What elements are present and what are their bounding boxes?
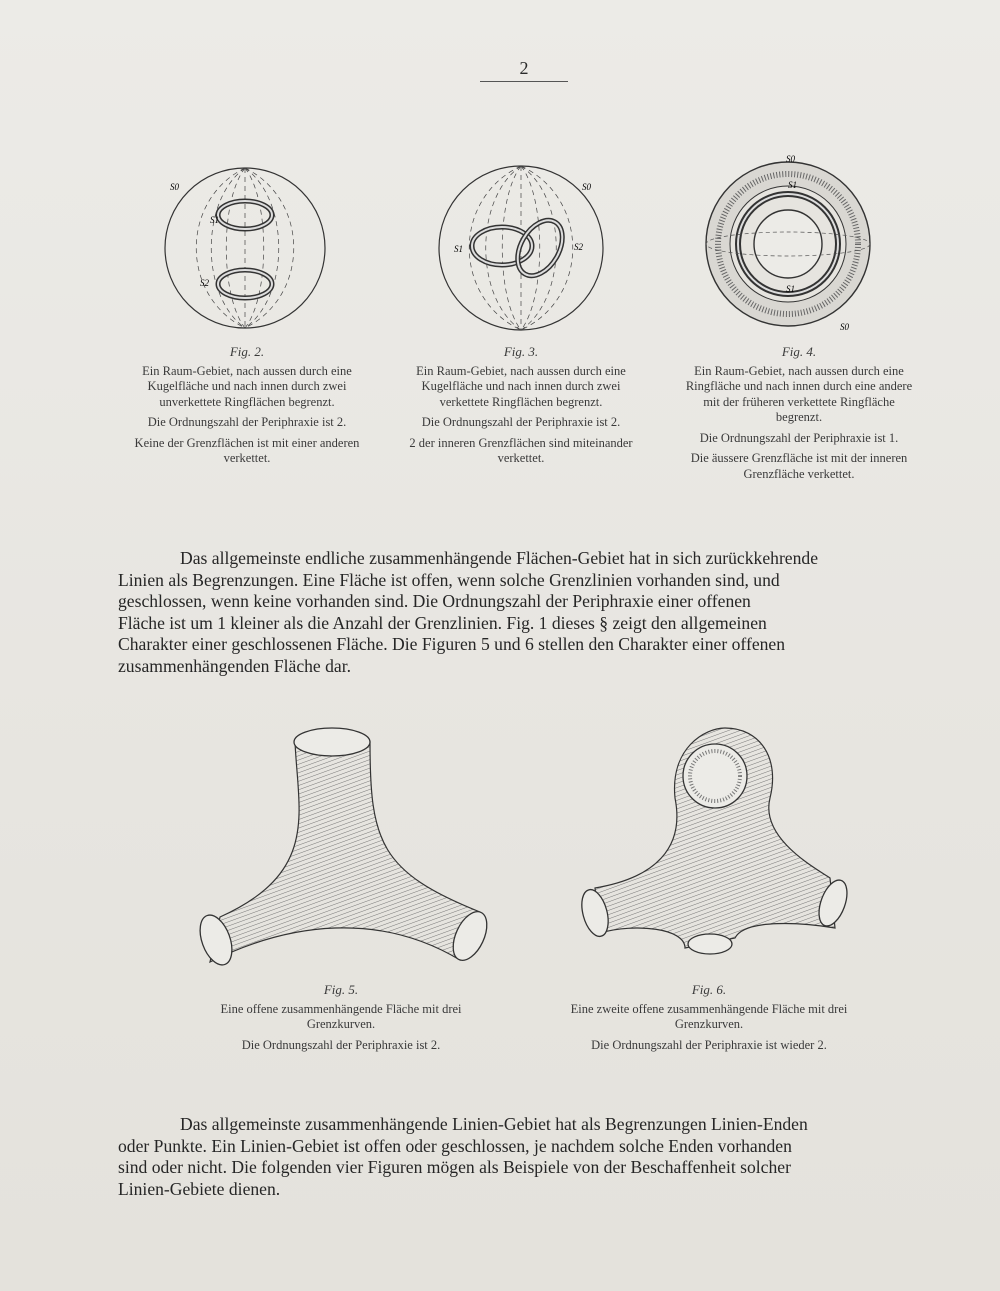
figure-2-illustration: [160, 160, 332, 335]
figure-4-illustration: [700, 150, 880, 340]
caption-order: Die Ordnungszahl der Periphraxie ist 2.: [241, 1037, 441, 1052]
caption-text: Ein Raum-Gebiet, nach aussen durch eine Kugelfläche und nach innen durch zwei verkettete Ringflächen begrenzt.: [416, 363, 626, 409]
mark-s1: S1: [210, 215, 219, 225]
paragraph-line: Fläche ist um 1 kleiner als die Anzahl der Grenzlinien. Fig. 1 dieses § zeigt den allgemeinen: [118, 612, 767, 633]
caption-order: Die Ordnungszahl der Periphraxie ist 2.: [147, 415, 347, 429]
mark-s2: S2: [574, 242, 583, 252]
caption-note: Die äussere Grenzfläche ist mit der inneren Grenzfläche verkettet.: [690, 451, 908, 481]
figure-5-illustration: [180, 722, 490, 972]
mark-s0-bottom: S0: [840, 322, 849, 332]
mark-s0: S0: [582, 182, 591, 192]
mark-s1-bottom: S1: [786, 284, 795, 294]
paragraph-2: [118, 1114, 938, 1200]
caption-order: Die Ordnungszahl der Periphraxie ist wieder 2.: [591, 1037, 827, 1052]
caption-text: Ein Raum-Gebiet, nach aussen durch eine Ringfläche und nach innen durch eine andere mit der früheren verkettete Ringfläche begrenzt.: [685, 363, 913, 424]
paragraph-line: Das allgemeinste endliche zusammenhängende Flächen-Gebiet hat in sich zurückkehrende: [180, 548, 819, 568]
caption-note: Keine der Grenzflächen ist mit einer anderen verkettet.: [134, 435, 360, 465]
figure-3-illustration: [432, 158, 610, 338]
page-number: 2: [480, 58, 568, 82]
figure-2-caption: [132, 344, 362, 472]
figure-6-caption: [553, 982, 865, 1058]
paragraph-line: Charakter einer geschlossenen Fläche. Die Figuren 5 und 6 stellen den Charakter einer offenen: [118, 634, 786, 654]
figure-label: Fig. 4.: [781, 344, 817, 359]
paragraph-line: sind oder nicht. Die folgenden vier Figuren mögen als Beispiele von der Beschaffenheit solcher: [118, 1157, 791, 1177]
caption-note: 2 der inneren Grenzflächen sind miteinander verkettet.: [409, 435, 633, 465]
figure-6-illustration: [575, 718, 855, 978]
mark-s0: S0: [786, 154, 795, 164]
paragraph-line: oder Punkte. Ein Linien-Gebiet ist offen oder geschlossen, je nachdem solche Enden vorhanden: [118, 1135, 792, 1156]
figure-4-caption: [680, 344, 918, 487]
mark-s1: S1: [454, 244, 463, 254]
caption-text: Ein Raum-Gebiet, nach aussen durch eine Kugelfläche und nach innen durch zwei unverkettete Ringflächen begrenzt.: [142, 363, 352, 409]
paragraph-line: Linien-Gebiete dienen.: [118, 1178, 281, 1199]
figure-label: Fig. 2.: [229, 344, 265, 359]
figure-label: Fig. 3.: [503, 344, 539, 359]
paragraph-line: zusammenhängenden Fläche dar.: [118, 655, 352, 676]
figure-3-caption: [402, 344, 640, 472]
caption-order: Die Ordnungszahl der Periphraxie ist 1.: [699, 430, 899, 445]
figure-label: Fig. 6.: [691, 982, 727, 997]
paragraph-1: [118, 548, 938, 677]
mark-s1: S1: [788, 180, 797, 190]
caption-text: Eine offene zusammenhängende Fläche mit drei Grenzkurven.: [220, 1001, 462, 1031]
mark-s0: S0: [170, 182, 179, 192]
figure-5-caption: [186, 982, 496, 1058]
paragraph-line: Das allgemeinste zusammenhängende Linien-Gebiet hat als Begrenzungen Linien-Enden: [180, 1114, 808, 1134]
figure-label: Fig. 5.: [323, 982, 359, 997]
paragraph-line: geschlossen, wenn keine vorhanden sind. Die Ordnungszahl der Periphraxie einer offenen: [118, 591, 751, 611]
caption-order: Die Ordnungszahl der Periphraxie ist 2.: [421, 415, 621, 429]
caption-text: Eine zweite offene zusammenhängende Fläche mit drei Grenzkurven.: [570, 1001, 848, 1031]
mark-s2: S2: [200, 278, 209, 288]
paragraph-line: Linien als Begrenzungen. Eine Fläche ist offen, wenn solche Grenzlinien vorhanden sind, und: [118, 569, 780, 590]
